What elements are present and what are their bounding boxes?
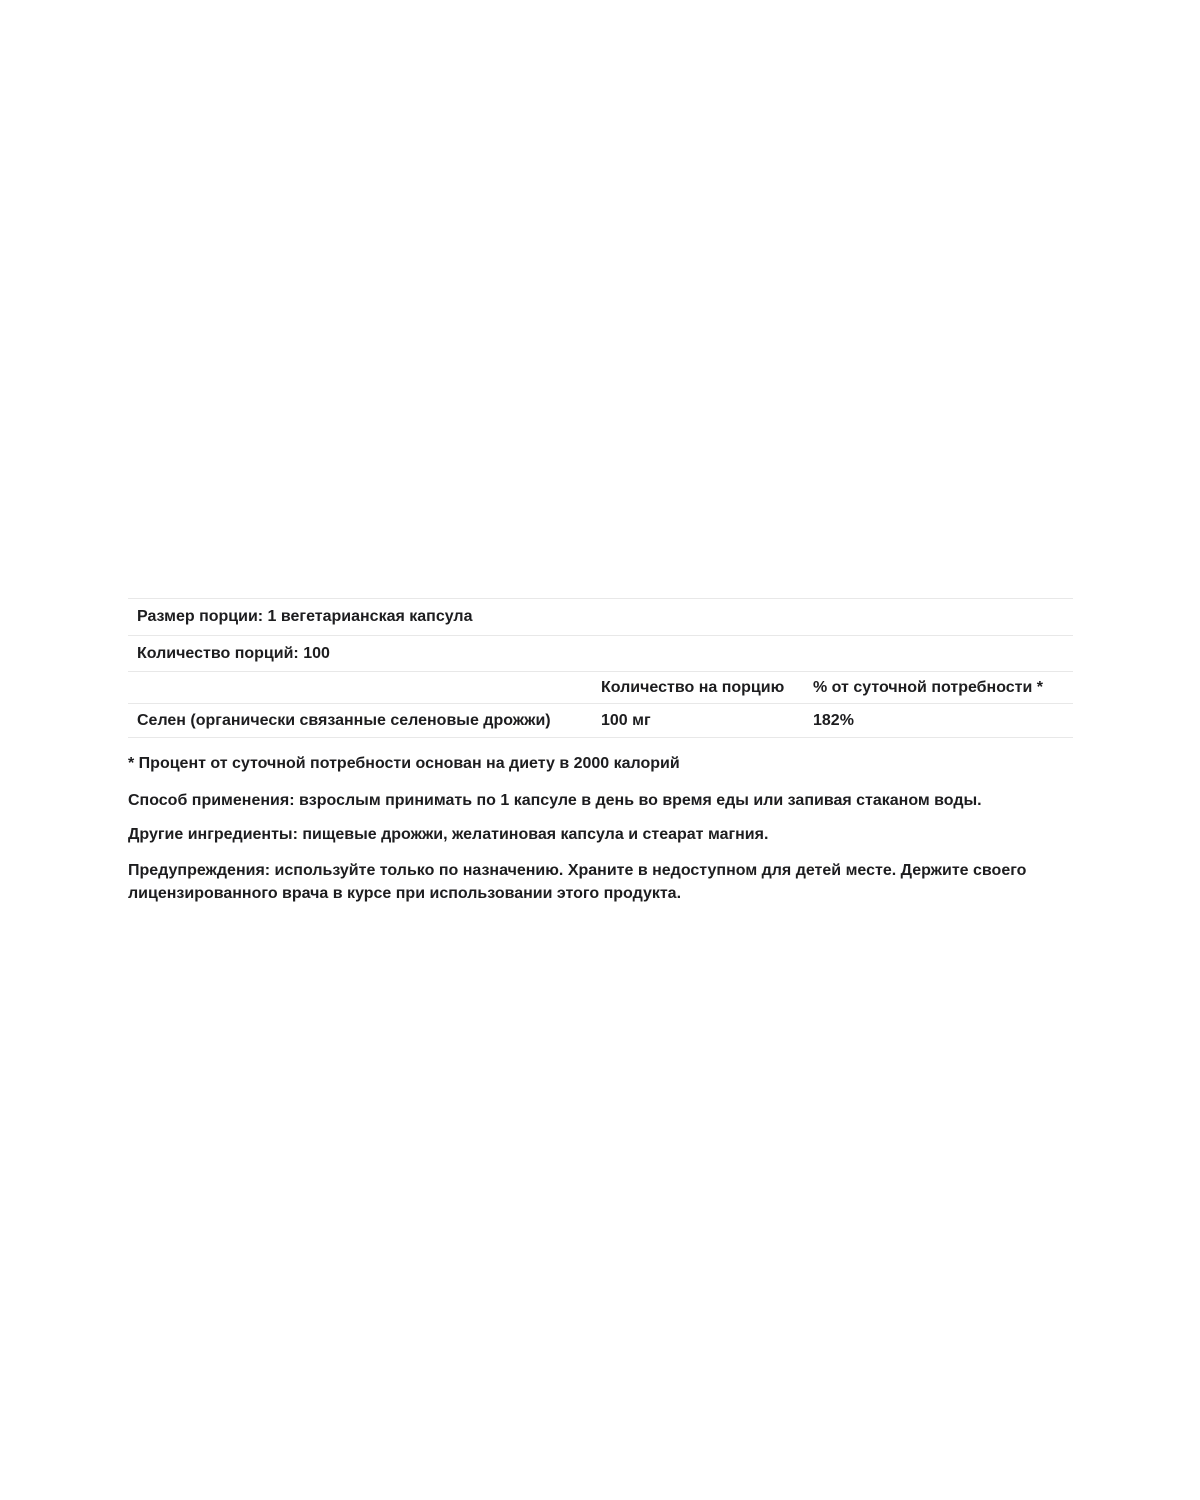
nutrient-daily-value-cell: 182% — [813, 711, 854, 729]
serving-size-text: Размер порции: 1 вегетарианская капсула — [137, 608, 473, 625]
servings-count-row — [128, 635, 1073, 671]
daily-value-footnote: * Процент от суточной потребности основан на диету в 2000 калорий — [128, 755, 680, 772]
column-header-amount: Количество на порцию — [601, 678, 785, 696]
supplement-facts-content — [128, 598, 1073, 905]
other-ingredients: Другие ингредиенты: пищевые дрожжи, желатиновая капсула и стеарат магния. — [128, 826, 769, 843]
table-header-row — [128, 671, 1073, 703]
nutrient-amount-cell: 100 мг — [601, 711, 651, 729]
usage-instructions: Способ применения: взрослым принимать по 1 капсуле в день во время еды или запивая стаканом воды. — [128, 792, 982, 809]
nutrient-name-cell: Селен (органически связанные селеновые дрожжи) — [137, 711, 551, 729]
warnings-text: Предупреждения: используйте только по назначению. Храните в недоступном для детей месте. Держите своего лицензированного врача в курсе при использовании этого продукта. — [128, 862, 1027, 902]
serving-size-row — [128, 598, 1073, 635]
supplement-facts-table — [128, 598, 1073, 738]
column-header-daily-value: % от суточной потребности * — [813, 678, 1044, 696]
nutrient-row-selenium — [128, 703, 1073, 738]
servings-count-text: Количество порций: 100 — [137, 644, 330, 662]
